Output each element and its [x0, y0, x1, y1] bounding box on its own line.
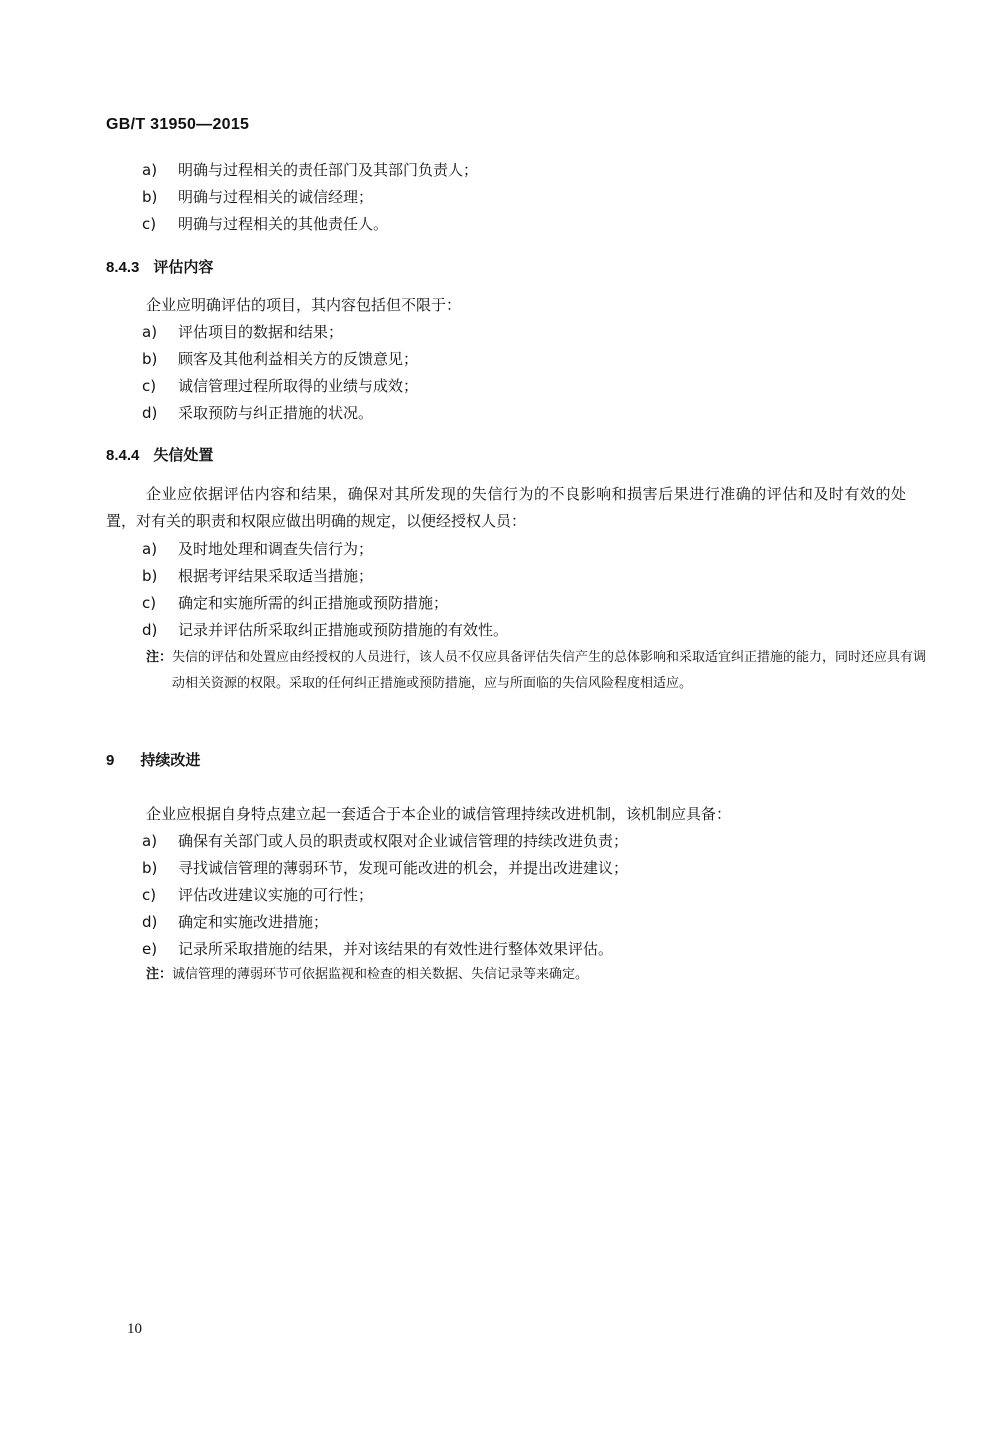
list-item [142, 831, 628, 851]
clause-heading-8-4-4 [106, 445, 213, 466]
list-marker: b) [142, 567, 158, 585]
list-marker: c) [142, 377, 157, 395]
list-item [142, 322, 343, 342]
note-paragraph [146, 962, 906, 988]
list-item [142, 187, 373, 207]
list-text: 记录并评估所采取纠正措施或预防措施的有效性。 [178, 621, 509, 639]
list-text: 采取预防与纠正措施的状况。 [178, 404, 374, 422]
list-text: 确保有关部门或人员的职责或权限对企业诚信管理的持续改进负责； [178, 832, 629, 850]
list-marker: e) [142, 940, 158, 958]
list-item [142, 160, 478, 180]
list-text: 诚信管理过程所取得的业绩与成效； [178, 377, 419, 395]
list-text: 确定和实施改进措施； [178, 913, 329, 931]
note-paragraph [146, 645, 932, 697]
list-item [142, 539, 373, 559]
list-marker: d) [142, 621, 158, 639]
list-text: 及时地处理和调查失信行为； [178, 540, 374, 558]
list-item [142, 593, 448, 613]
list-item [142, 912, 328, 932]
list-item [142, 214, 388, 234]
list-text: 评估改进建议实施的可行性； [178, 886, 374, 904]
list-item [142, 349, 418, 369]
clause-title: 失信处置 [153, 446, 214, 464]
list-marker: c) [142, 215, 157, 233]
note-label: 注： [146, 650, 173, 665]
clause-number: 9 [106, 752, 115, 769]
clause-title: 持续改进 [140, 751, 201, 769]
list-text: 确定和实施所需的纠正措施或预防措施； [178, 594, 449, 612]
list-item [142, 566, 373, 586]
clause-number: 8.4.3 [106, 259, 140, 276]
list-text: 寻找诚信管理的薄弱环节，发现可能改进的机会，并提出改进建议； [178, 859, 629, 877]
clause-intro-paragraph: 企业应依据评估内容和结果，确保对其所发现的失信行为的不良影响和损害后果进行准确的评估和及时有效的处置，对有关的职责和权限应做出明确的规定，以便经授权人员： [106, 485, 906, 530]
list-marker: a) [142, 323, 158, 341]
list-text: 明确与过程相关的责任部门及其部门负责人； [178, 161, 479, 179]
list-text: 评估项目的数据和结果； [178, 323, 344, 341]
list-text: 顾客及其他利益相关方的反馈意见； [178, 350, 419, 368]
clause-intro-paragraph: 企业应根据自身特点建立起一套适合于本企业的诚信管理持续改进机制，该机制应具备： [146, 805, 732, 823]
list-marker: b) [142, 859, 158, 877]
list-marker: d) [142, 404, 158, 422]
list-item [142, 939, 613, 959]
clause-number: 8.4.4 [106, 447, 140, 464]
note-text: 诚信管理的薄弱环节可依据监视和检查的相关数据、失信记录等来确定。 [172, 967, 589, 982]
clause-heading-9 [106, 750, 200, 771]
clause-heading-8-4-3 [106, 257, 213, 278]
list-marker: d) [142, 913, 158, 931]
clause-intro-paragraph: 企业应明确评估的项目，其内容包括但不限于： [146, 296, 462, 314]
list-marker: c) [142, 594, 157, 612]
list-item [142, 885, 373, 905]
list-marker: a) [142, 540, 158, 558]
list-item [142, 403, 373, 423]
clause-title: 评估内容 [153, 258, 214, 276]
list-marker: a) [142, 832, 158, 850]
list-item [142, 376, 418, 396]
standard-code-header: GB/T 31950—2015 [106, 116, 250, 133]
list-text: 明确与过程相关的其他责任人。 [178, 215, 389, 233]
note-text: 失信的评估和处置应由经授权的人员进行，该人员不仅应具备评估失信产生的总体影响和采取适宜纠正措施的能力，同时还应具有调动相关资源的权限。采取的任何纠正措施或预防措施，应与所面临的失信风险程度相适应。 [172, 650, 927, 691]
list-text: 记录所采取措施的结果，并对该结果的有效性进行整体效果评估。 [178, 940, 614, 958]
note-label: 注： [146, 967, 173, 982]
list-text: 根据考评结果采取适当措施； [178, 567, 374, 585]
list-text: 明确与过程相关的诚信经理； [178, 188, 374, 206]
page-number: 10 [127, 1321, 142, 1337]
list-marker: c) [142, 886, 157, 904]
list-marker: a) [142, 161, 158, 179]
list-marker: b) [142, 188, 158, 206]
list-marker: b) [142, 350, 158, 368]
list-item [142, 858, 628, 878]
list-item [142, 620, 508, 640]
